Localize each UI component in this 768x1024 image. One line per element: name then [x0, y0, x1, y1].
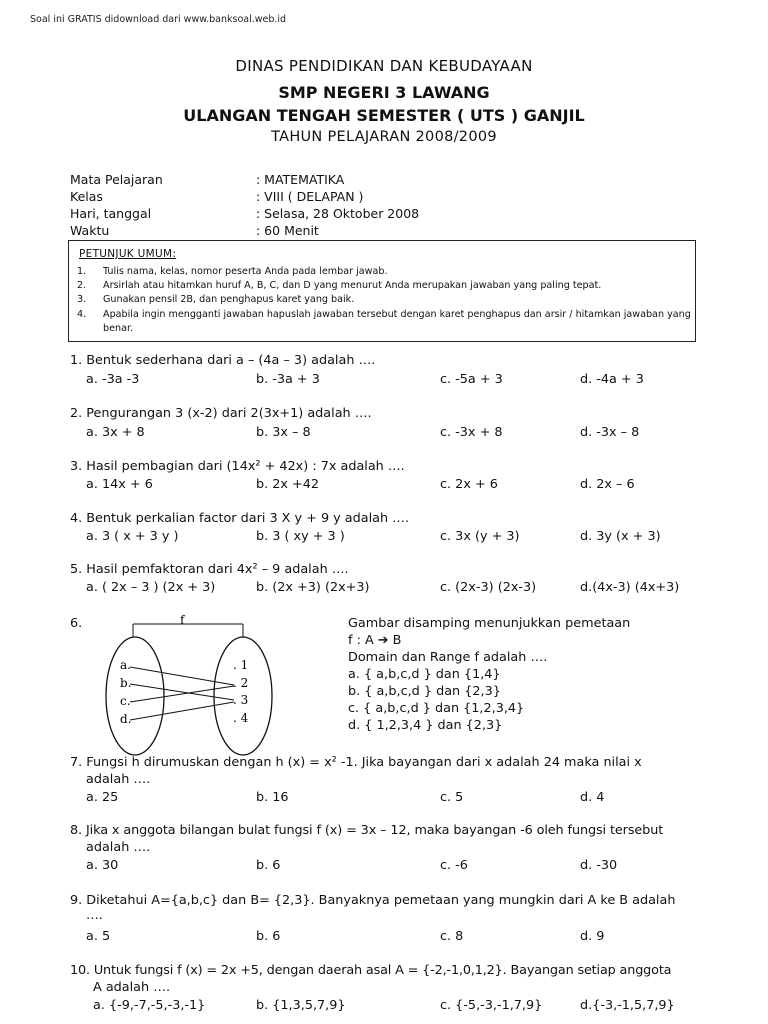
mapping-label-f: f — [180, 613, 185, 627]
option-b[interactable]: b. 6 — [256, 858, 281, 873]
option-c[interactable]: c. 3x (y + 3) — [440, 529, 520, 544]
option-c[interactable]: c. -6 — [440, 858, 468, 873]
mapping-line — [130, 684, 234, 700]
info-label: Mata Pelajaran — [70, 172, 163, 187]
option-a[interactable]: a. {-9,-7,-5,-3,-1} — [93, 998, 206, 1013]
header-exam-title: ULANGAN TENGAH SEMESTER ( UTS ) GANJIL — [183, 106, 585, 125]
option-d[interactable]: d. 3y (x + 3) — [580, 529, 661, 544]
question-6-prompt: Domain dan Range f adalah …. — [348, 650, 548, 665]
option-c[interactable]: c. 5 — [440, 790, 464, 805]
question-6-mapping: f : A ➔ B — [348, 633, 402, 648]
option-d[interactable]: d.{-3,-1,5,7,9} — [580, 998, 675, 1013]
info-value: : MATEMATIKA — [256, 172, 345, 187]
option-d[interactable]: d. { 1,2,3,4 } dan {2,3} — [348, 718, 503, 733]
set-a-element: b. — [120, 676, 132, 690]
instructions-box: PETUNJUK UMUM: 1. Tulis nama, kelas, nomor peserta Anda pada lembar jawab. 2. Arsirlah atau hitamkan huruf A, B, C, dan D yang menurut Anda merupakan jawaban yang paling tepat. 3. Gunakan pensil 2B, dan penghapus karet yang baik. 4. Apabila ingin mengganti jawaban hapuslah jawaban tersebut dengan karet penghapus dan arsir / hitamkan jawaban yang benar. — [68, 240, 696, 342]
option-d[interactable]: d.(4x-3) (4x+3) — [580, 580, 680, 595]
option-b[interactable]: b. -3a + 3 — [256, 372, 320, 387]
mapping-line — [130, 702, 234, 720]
option-c[interactable]: c. -5a + 3 — [440, 372, 503, 387]
info-value: : VIII ( DELAPAN ) — [256, 189, 364, 204]
header-school-year: TAHUN PELAJARAN 2008/2009 — [271, 129, 497, 145]
set-a-element: c. — [120, 694, 131, 708]
question-7-cont: adalah …. — [86, 772, 151, 787]
option-b[interactable]: b. 2x +42 — [256, 477, 320, 492]
question-1: 1. Bentuk sederhana dari a – (4a – 3) adalah …. — [70, 353, 376, 368]
option-c[interactable]: c. 2x + 6 — [440, 477, 498, 492]
question-4: 4. Bentuk perkalian factor dari 3 X y + 9 y adalah …. — [70, 511, 410, 526]
mapping-line — [130, 686, 234, 702]
option-c[interactable]: c. { a,b,c,d } dan {1,2,3,4} — [348, 701, 525, 716]
option-a[interactable]: a. ( 2x – 3 ) (2x + 3) — [86, 580, 216, 595]
question-5: 5. Hasil pemfaktoran dari 4x² – 9 adalah …. — [70, 562, 349, 577]
option-b[interactable]: b. (2x +3) (2x+3) — [256, 580, 370, 595]
option-c[interactable]: c. -3x + 8 — [440, 425, 503, 440]
question-3: 3. Hasil pembagian dari (14x² + 42x) : 7x adalah …. — [70, 459, 405, 474]
option-a[interactable]: a. 3 ( x + 3 y ) — [86, 529, 179, 544]
option-a[interactable]: a. 3x + 8 — [86, 425, 145, 440]
set-b-element: . 2 — [233, 676, 249, 690]
option-a[interactable]: a. -3a -3 — [86, 372, 140, 387]
question-10: 10. Untuk fungsi f (x) = 2x +5, dengan daerah asal A = {-2,-1,0,1,2}. Bayangan setiap anggota — [70, 963, 672, 978]
option-a[interactable]: a. { a,b,c,d } dan {1,4} — [348, 667, 501, 682]
set-b-element: . 1 — [233, 658, 249, 672]
question-2: 2. Pengurangan 3 (x-2) dari 2(3x+1) adalah …. — [70, 406, 372, 421]
option-b[interactable]: b. { a,b,c,d } dan {2,3} — [348, 684, 501, 699]
option-a[interactable]: a. 25 — [86, 790, 119, 805]
mapping-line — [130, 667, 234, 685]
question-8: 8. Jika x anggota bilangan bulat fungsi f (x) = 3x – 12, maka bayangan -6 oleh fungsi tersebut — [70, 823, 664, 838]
question-6-text: Gambar disamping menunjukkan pemetaan — [348, 616, 631, 631]
set-a-oval — [106, 637, 164, 755]
option-b[interactable]: b. 3x – 8 — [256, 425, 311, 440]
set-b-element: . 3 — [233, 693, 249, 707]
option-b[interactable]: b. 6 — [256, 929, 281, 944]
question-10-cont: A adalah …. — [93, 980, 171, 995]
option-a[interactable]: a. 30 — [86, 858, 119, 873]
option-d[interactable]: d. -30 — [580, 858, 618, 873]
question-6: 6. — [70, 616, 83, 631]
set-a-element: d. — [120, 712, 132, 726]
option-c[interactable]: c. {-5,-3,-1,7,9} — [440, 998, 543, 1013]
info-label: Hari, tanggal — [70, 206, 152, 221]
option-d[interactable]: d. -3x – 8 — [580, 425, 640, 440]
info-label: Waktu — [70, 223, 110, 238]
question-8-cont: adalah …. — [86, 840, 151, 855]
option-c[interactable]: c. 8 — [440, 929, 464, 944]
question-9-cont: …. — [86, 908, 103, 923]
set-b-element: . 4 — [233, 711, 249, 725]
info-label: Kelas — [70, 189, 103, 204]
option-a[interactable]: a. 5 — [86, 929, 111, 944]
question-9: 9. Diketahui A={a,b,c} dan B= {2,3}. Banyaknya pemetaan yang mungkin dari A ke B adalah — [70, 893, 676, 908]
instructions-title: PETUNJUK UMUM: — [79, 248, 177, 260]
set-a-element: a. — [120, 658, 131, 672]
option-d[interactable]: d. 4 — [580, 790, 605, 805]
option-d[interactable]: d. -4a + 3 — [580, 372, 644, 387]
option-c[interactable]: c. (2x-3) (2x-3) — [440, 580, 537, 595]
option-d[interactable]: d. 2x – 6 — [580, 477, 635, 492]
info-value: : 60 Menit — [256, 223, 319, 238]
question-7: 7. Fungsi h dirumuskan dengan h (x) = x² -1. Jika bayangan dari x adalah 24 maka nilai x — [70, 755, 642, 770]
option-b[interactable]: b. 3 ( xy + 3 ) — [256, 529, 345, 544]
header-school: SMP NEGERI 3 LAWANG — [278, 83, 490, 102]
option-b[interactable]: b. {1,3,5,7,9} — [256, 998, 346, 1013]
option-a[interactable]: a. 14x + 6 — [86, 477, 153, 492]
info-value: : Selasa, 28 Oktober 2008 — [256, 206, 420, 221]
option-d[interactable]: d. 9 — [580, 929, 605, 944]
option-b[interactable]: b. 16 — [256, 790, 289, 805]
mapping-diagram — [100, 612, 280, 760]
header-agency: DINAS PENDIDIKAN DAN KEBUDAYAAN — [235, 57, 533, 75]
watermark-text: Soal ini GRATIS didownload dari www.banksoal.web.id — [30, 14, 287, 25]
